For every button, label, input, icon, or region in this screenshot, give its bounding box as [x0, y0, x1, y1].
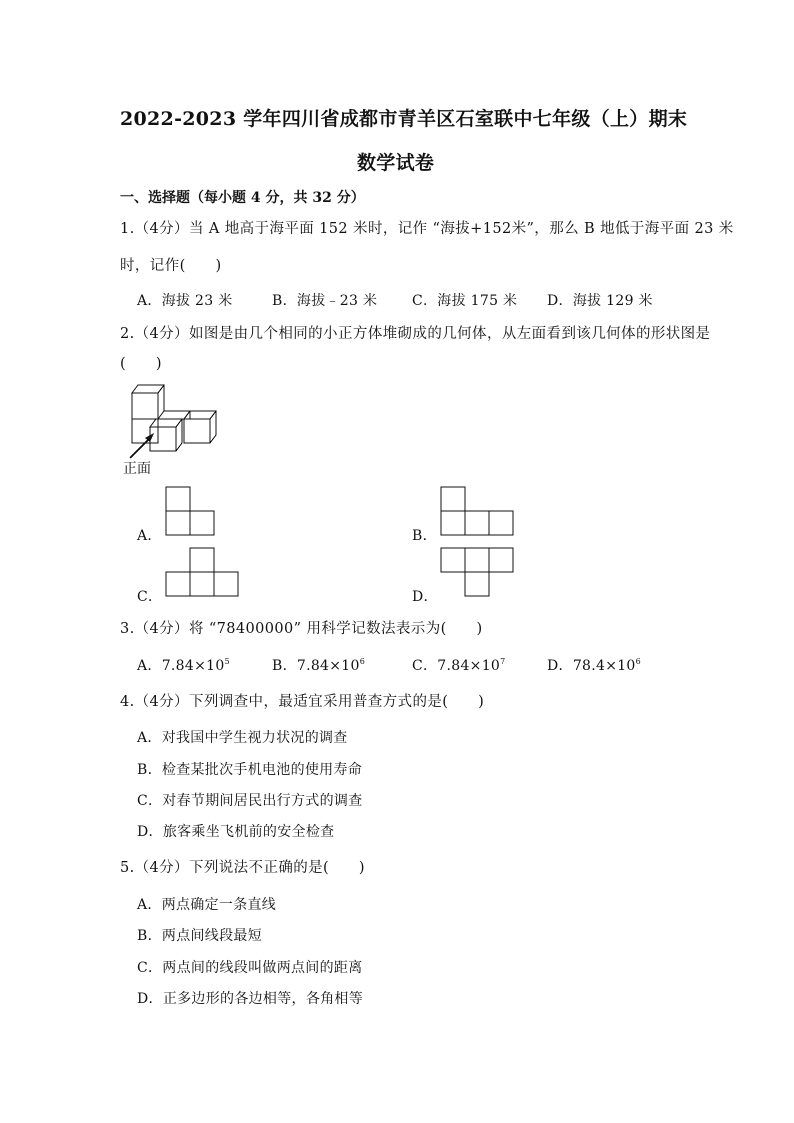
q2-option-d-label: D．: [412, 589, 438, 605]
question-4-text: 4.（4分）下列调查中，最适宜采用普查方式的是( ): [120, 694, 485, 710]
q2-option-a-shape: [165, 486, 217, 536]
exam-title-line1: 2022-2023 学年四川省成都市青羊区石室联中七年级（上）期末: [120, 108, 688, 130]
section-heading: 一、选择题（每小题 4 分，共 32 分）: [120, 190, 365, 206]
front-label: 正面: [123, 461, 151, 477]
q3-option-b-exp: 6: [359, 657, 366, 666]
q3-option-a-base: A．7.84×10: [137, 658, 225, 674]
q2-option-c-shape: [165, 547, 241, 597]
q2-option-d-shape: [440, 547, 516, 597]
q2-option-c-label: C．: [137, 589, 163, 605]
exam-title-line2: 数学试卷: [357, 152, 435, 174]
q3-option-c-base: C．7.84×10: [412, 658, 501, 674]
question-1-text-cont: 时，记作( ): [120, 258, 222, 274]
q2-option-a-label: A．: [137, 528, 162, 544]
q4-option-a: A．对我国中学生视力状况的调查: [137, 730, 348, 746]
q1-option-a: A．海拔 23 米: [137, 293, 233, 309]
q3-option-b: [272, 655, 365, 675]
q3-option-d-base: D．78.4×10: [547, 658, 636, 674]
q3-option-b-base: B．7.84×10: [272, 658, 360, 674]
q1-option-c: C．海拔 175 米: [412, 293, 518, 309]
q4-option-b: B．检查某批次手机电池的使用寿命: [137, 762, 363, 778]
q3-option-d-exp: 6: [635, 657, 642, 666]
q3-option-c: [412, 655, 506, 675]
question-5-text: 5.（4分）下列说法不正确的是( ): [120, 860, 365, 876]
question-2-text: 2.（4分）如图是由几个相同的小正方体堆砌成的几何体，从左面看到该几何体的形状图是: [120, 326, 711, 342]
q1-option-b: B．海拔﹣23 米: [272, 293, 378, 309]
q3-option-a: [137, 655, 230, 675]
q4-option-c: C．对春节期间居民出行方式的调查: [137, 793, 363, 809]
q5-option-c: C．两点间的线段叫做两点间的距离: [137, 960, 363, 976]
question-2-text-cont: ( ): [120, 356, 162, 372]
q5-option-d: D．正多边形的各边相等，各角相等: [137, 991, 364, 1007]
q2-option-b-shape: [440, 486, 516, 536]
q2-option-b-label: B．: [412, 528, 437, 544]
q5-option-a: A．两点确定一条直线: [137, 897, 277, 913]
q3-option-c-exp: 7: [500, 657, 506, 666]
question-3-text: 3.（4分）将 “78400000” 用科学记数法表示为( ): [120, 621, 483, 637]
q1-option-d: D．海拔 129 米: [547, 293, 653, 309]
q3-option-a-exp: 5: [224, 657, 230, 666]
q5-option-b: B．两点间线段最短: [137, 928, 262, 944]
q4-option-d: D．旅客乘坐飞机前的安全检查: [137, 824, 335, 840]
q3-option-d: [547, 655, 641, 675]
question-1-text: 1.（4分）当 A 地高于海平面 152 米时，记作 “海拔+152米”，那么 B 地低于海平面 23 米: [120, 221, 734, 237]
